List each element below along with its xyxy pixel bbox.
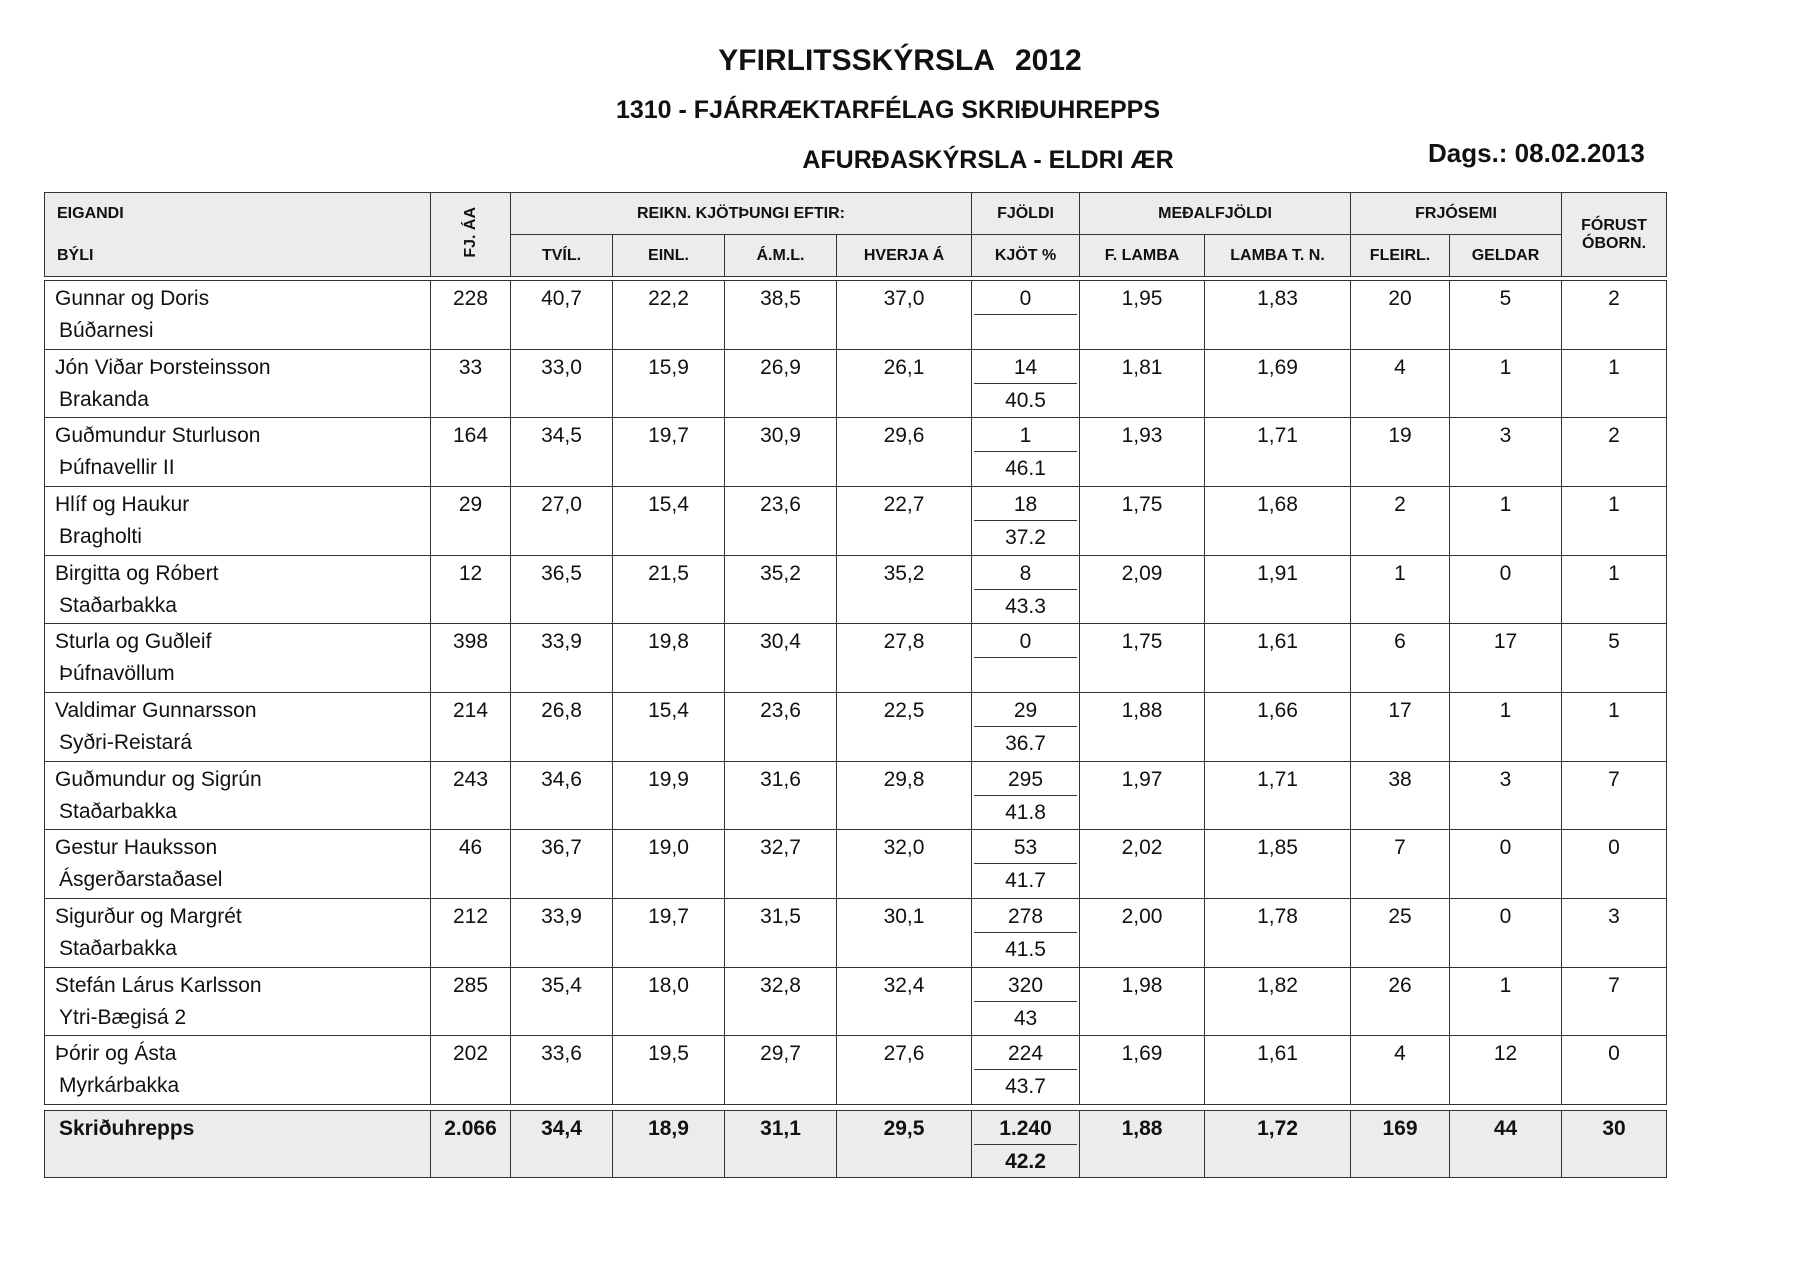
report-title-text: YFIRLITSSKÝRSLA [718, 44, 995, 77]
cell-forust: 1 [1562, 486, 1667, 555]
farm-name: Staðarbakka [59, 799, 177, 823]
cell-einl: 22,2 [613, 281, 725, 350]
farm-name: Þúfnavellir II [59, 456, 175, 480]
cell-einl: 21,5 [613, 555, 725, 624]
header-owner-farm [45, 193, 431, 277]
cell-fj: 164 [431, 418, 511, 487]
cell-geldar: 1 [1450, 692, 1562, 761]
cell-aml: 23,6 [725, 692, 837, 761]
header-kjot: KJÖT % [972, 235, 1080, 277]
header-flamba: F. LAMBA [1080, 235, 1205, 277]
owner-name: Gestur Hauksson [55, 836, 218, 860]
cell-geldar: 12 [1450, 1036, 1562, 1105]
data-table [44, 280, 1667, 1105]
cell-einl: 19,0 [613, 830, 725, 899]
cell-fleirl: 4 [1351, 1036, 1450, 1105]
cell-fleirl: 19 [1351, 418, 1450, 487]
cell-kjot: 43.7 [1005, 1075, 1046, 1099]
header-geldar: GELDAR [1450, 235, 1562, 277]
cell-aml: 30,9 [725, 418, 837, 487]
table-row [45, 349, 1667, 418]
farm-name: Staðarbakka [59, 593, 177, 617]
cell-forust: 1 [1562, 555, 1667, 624]
cell-flamba: 1,95 [1080, 281, 1205, 350]
table-row [45, 486, 1667, 555]
cell-lambatn: 1,66 [1205, 692, 1351, 761]
cell-fjoldi-kjot [972, 692, 1080, 761]
cell-flamba: 1,75 [1080, 624, 1205, 693]
cell-geldar: 0 [1450, 830, 1562, 899]
cell-tvil: 35,4 [511, 967, 613, 1036]
table-header [44, 192, 1667, 277]
cell-lambatn: 1,85 [1205, 830, 1351, 899]
cell-fjoldi: 0 [974, 630, 1077, 658]
total-fleirl: 169 [1351, 1111, 1450, 1178]
cell-kjot: 46.1 [1005, 457, 1046, 481]
cell-hverja: 22,5 [837, 692, 972, 761]
cell-fleirl: 2 [1351, 486, 1450, 555]
header-oborn: ÓBORN. [1582, 234, 1647, 252]
cell-geldar: 5 [1450, 281, 1562, 350]
table-row [45, 555, 1667, 624]
total-flamba: 1,88 [1080, 1111, 1205, 1178]
cell-geldar: 3 [1450, 761, 1562, 830]
cell-fjoldi: 1 [974, 424, 1077, 452]
cell-forust: 1 [1562, 349, 1667, 418]
cell-flamba: 2,02 [1080, 830, 1205, 899]
cell-fj: 46 [431, 830, 511, 899]
owner-cell [45, 967, 431, 1036]
cell-fjoldi-kjot [972, 418, 1080, 487]
cell-fjoldi: 8 [974, 562, 1077, 590]
cell-hverja: 29,6 [837, 418, 972, 487]
cell-aml: 32,8 [725, 967, 837, 1036]
cell-fj: 33 [431, 349, 511, 418]
table-row [45, 281, 1667, 350]
cell-flamba: 1,97 [1080, 761, 1205, 830]
cell-kjot: 41.5 [1005, 937, 1046, 961]
cell-fjoldi: 53 [974, 836, 1077, 864]
cell-hverja: 27,8 [837, 624, 972, 693]
cell-fjoldi-kjot [972, 761, 1080, 830]
cell-einl: 15,4 [613, 486, 725, 555]
cell-fjoldi: 29 [974, 699, 1077, 727]
cell-kjot: 37.2 [1005, 525, 1046, 549]
cell-fjoldi: 295 [974, 768, 1077, 796]
cell-aml: 29,7 [725, 1036, 837, 1105]
owner-name: Hlíf og Haukur [55, 492, 190, 516]
cell-kjot [972, 658, 1079, 688]
cell-einl: 15,4 [613, 692, 725, 761]
cell-tvil: 34,6 [511, 761, 613, 830]
cell-tvil: 40,7 [511, 281, 613, 350]
cell-kjot: 40.5 [1005, 388, 1046, 412]
cell-fj: 214 [431, 692, 511, 761]
total-tvil: 34,4 [511, 1111, 613, 1178]
farm-name: Bragholti [59, 524, 142, 548]
cell-hverja: 32,0 [837, 830, 972, 899]
cell-fjoldi: 320 [974, 974, 1077, 1002]
owner-name: Sturla og Guðleif [55, 630, 212, 654]
cell-fj: 202 [431, 1036, 511, 1105]
cell-geldar: 0 [1450, 898, 1562, 967]
cell-fjoldi-kjot [972, 624, 1080, 693]
owner-cell [45, 692, 431, 761]
cell-flamba: 1,93 [1080, 418, 1205, 487]
table-row [45, 830, 1667, 899]
cell-fjoldi: 0 [974, 287, 1077, 315]
owner-name: Þórir og Ásta [55, 1042, 177, 1066]
header-fj-aa: FJ. ÁA [461, 206, 479, 258]
cell-geldar: 1 [1450, 486, 1562, 555]
cell-fjoldi: 224 [974, 1042, 1077, 1070]
cell-hverja: 27,6 [837, 1036, 972, 1105]
cell-fleirl: 4 [1351, 349, 1450, 418]
header-forust-oborn [1562, 193, 1667, 277]
owner-name: Valdimar Gunnarsson [55, 698, 257, 722]
cell-einl: 19,7 [613, 418, 725, 487]
table-row [45, 761, 1667, 830]
cell-fleirl: 20 [1351, 281, 1450, 350]
header-aml: Á.M.L. [725, 235, 837, 277]
cell-fleirl: 17 [1351, 692, 1450, 761]
cell-einl: 19,9 [613, 761, 725, 830]
cell-lambatn: 1,69 [1205, 349, 1351, 418]
cell-fleirl: 25 [1351, 898, 1450, 967]
owner-name: Sigurður og Margrét [55, 904, 242, 928]
owner-name: Birgitta og Róbert [55, 561, 219, 585]
cell-flamba: 2,09 [1080, 555, 1205, 624]
report-subtitle: 1310 - FJÁRRÆKTARFÉLAG SKRIÐUHREPPS [615, 96, 1161, 124]
cell-lambatn: 1,83 [1205, 281, 1351, 350]
owner-cell [45, 624, 431, 693]
cell-fleirl: 1 [1351, 555, 1450, 624]
total-fj: 2.066 [431, 1111, 511, 1178]
owner-cell [45, 1036, 431, 1105]
owner-name: Stefán Lárus Karlsson [55, 973, 262, 997]
owner-cell [45, 761, 431, 830]
owner-cell [45, 898, 431, 967]
cell-forust: 2 [1562, 281, 1667, 350]
farm-name: Myrkárbakka [59, 1074, 180, 1098]
farm-name: Búðarnesi [59, 319, 154, 342]
cell-lambatn: 1,61 [1205, 624, 1351, 693]
owner-cell [45, 418, 431, 487]
cell-hverja: 22,7 [837, 486, 972, 555]
owner-cell [45, 830, 431, 899]
owner-cell [45, 486, 431, 555]
header-lambatn: LAMBA T. N. [1205, 235, 1351, 277]
report-year: 2012 [1014, 44, 1082, 77]
cell-forust: 5 [1562, 624, 1667, 693]
cell-geldar: 17 [1450, 624, 1562, 693]
cell-forust: 0 [1562, 1036, 1667, 1105]
owner-cell [45, 281, 431, 350]
cell-lambatn: 1,61 [1205, 1036, 1351, 1105]
cell-tvil: 26,8 [511, 692, 613, 761]
cell-fj: 12 [431, 555, 511, 624]
header-forust: FÓRUST [1581, 216, 1647, 234]
farm-name: Þúfnavöllum [59, 662, 175, 686]
cell-fjoldi: 14 [974, 356, 1077, 384]
total-fjoldi: 1.240 [974, 1117, 1077, 1145]
cell-tvil: 27,0 [511, 486, 613, 555]
header-reikn: REIKN. KJÖTÞUNGI EFTIR: [511, 193, 972, 235]
cell-einl: 15,9 [613, 349, 725, 418]
cell-fjoldi-kjot [972, 555, 1080, 624]
farm-name: Brakanda [59, 387, 149, 411]
cell-fj: 243 [431, 761, 511, 830]
cell-kjot: 43.3 [1005, 594, 1046, 618]
cell-flamba: 1,98 [1080, 967, 1205, 1036]
owner-name: Jón Viðar Þorsteinsson [55, 355, 271, 379]
cell-fjoldi-kjot [972, 898, 1080, 967]
owner-name: Gunnar og Doris [55, 287, 210, 310]
cell-fjoldi-kjot [972, 281, 1080, 350]
cell-flamba: 1,69 [1080, 1036, 1205, 1105]
cell-hverja: 30,1 [837, 898, 972, 967]
cell-fleirl: 7 [1351, 830, 1450, 899]
cell-fj: 398 [431, 624, 511, 693]
cell-tvil: 33,9 [511, 898, 613, 967]
cell-aml: 35,2 [725, 555, 837, 624]
cell-flamba: 1,81 [1080, 349, 1205, 418]
total-owner: Skriðuhrepps [45, 1111, 431, 1178]
cell-hverja: 37,0 [837, 281, 972, 350]
cell-fleirl: 26 [1351, 967, 1450, 1036]
cell-einl: 19,7 [613, 898, 725, 967]
table-row [45, 692, 1667, 761]
cell-kjot: 41.8 [1005, 800, 1046, 824]
cell-aml: 32,7 [725, 830, 837, 899]
farm-name: Ásgerðarstaðasel [59, 868, 223, 892]
cell-fjoldi-kjot [972, 486, 1080, 555]
cell-tvil: 33,0 [511, 349, 613, 418]
cell-kjot: 41.7 [1005, 869, 1046, 893]
report-date: Dags.: 08.02.2013 [1428, 138, 1645, 168]
cell-kjot: 43 [1013, 1006, 1038, 1030]
cell-hverja: 26,1 [837, 349, 972, 418]
cell-fjoldi-kjot [972, 349, 1080, 418]
cell-aml: 31,5 [725, 898, 837, 967]
cell-fleirl: 38 [1351, 761, 1450, 830]
total-aml: 31,1 [725, 1111, 837, 1178]
cell-aml: 26,9 [725, 349, 837, 418]
cell-lambatn: 1,68 [1205, 486, 1351, 555]
cell-geldar: 3 [1450, 418, 1562, 487]
header-medalfjoldi: MEÐALFJÖLDI [1080, 193, 1351, 235]
cell-fj: 212 [431, 898, 511, 967]
cell-tvil: 33,9 [511, 624, 613, 693]
cell-forust: 0 [1562, 830, 1667, 899]
cell-aml: 23,6 [725, 486, 837, 555]
header-byli: BÝLI [57, 246, 94, 264]
header-fj-aa-cell [431, 193, 511, 277]
table-row [45, 1036, 1667, 1105]
cell-hverja: 29,8 [837, 761, 972, 830]
total-row [45, 1111, 1667, 1178]
total-geldar: 44 [1450, 1111, 1562, 1178]
owner-cell [45, 349, 431, 418]
cell-geldar: 1 [1450, 967, 1562, 1036]
cell-einl: 18,0 [613, 967, 725, 1036]
table-row [45, 967, 1667, 1036]
cell-flamba: 2,00 [1080, 898, 1205, 967]
owner-name: Guðmundur og Sigrún [55, 767, 262, 791]
cell-fjoldi-kjot [972, 967, 1080, 1036]
cell-lambatn: 1,71 [1205, 761, 1351, 830]
cell-tvil: 36,7 [511, 830, 613, 899]
cell-fjoldi: 18 [974, 493, 1077, 521]
cell-lambatn: 1,91 [1205, 555, 1351, 624]
header-hverja: HVERJA Á [837, 235, 972, 277]
header-eigandi: EIGANDI [57, 204, 124, 222]
cell-flamba: 1,88 [1080, 692, 1205, 761]
table-row [45, 898, 1667, 967]
cell-hverja: 32,4 [837, 967, 972, 1036]
cell-aml: 30,4 [725, 624, 837, 693]
cell-forust: 1 [1562, 692, 1667, 761]
table-row [45, 624, 1667, 693]
header-fleirl: FLEIRL. [1351, 235, 1450, 277]
cell-einl: 19,8 [613, 624, 725, 693]
farm-name: Syðri-Reistará [59, 730, 193, 754]
header-frjosemi: FRJÓSEMI [1351, 193, 1562, 235]
cell-fjoldi: 278 [974, 905, 1077, 933]
header-tvil: TVÍL. [511, 235, 613, 277]
report-section: AFURÐASKÝRSLA - ELDRI ÆR [802, 146, 1174, 174]
owner-name: Guðmundur Sturluson [55, 424, 261, 448]
total-hverja: 29,5 [837, 1111, 972, 1178]
cell-fj: 228 [431, 281, 511, 350]
cell-forust: 3 [1562, 898, 1667, 967]
farm-name: Staðarbakka [59, 936, 177, 960]
cell-hverja: 35,2 [837, 555, 972, 624]
cell-tvil: 36,5 [511, 555, 613, 624]
cell-geldar: 1 [1450, 349, 1562, 418]
cell-lambatn: 1,82 [1205, 967, 1351, 1036]
cell-forust: 7 [1562, 967, 1667, 1036]
cell-fj: 285 [431, 967, 511, 1036]
cell-forust: 2 [1562, 418, 1667, 487]
total-einl: 18,9 [613, 1111, 725, 1178]
cell-geldar: 0 [1450, 555, 1562, 624]
cell-fleirl: 6 [1351, 624, 1450, 693]
cell-aml: 31,6 [725, 761, 837, 830]
total-kjot: 42.2 [1005, 1150, 1046, 1173]
farm-name: Ytri-Bægisá 2 [59, 1005, 187, 1029]
cell-lambatn: 1,78 [1205, 898, 1351, 967]
cell-flamba: 1,75 [1080, 486, 1205, 555]
header-einl: EINL. [613, 235, 725, 277]
cell-fj: 29 [431, 486, 511, 555]
cell-lambatn: 1,71 [1205, 418, 1351, 487]
total-forust: 30 [1562, 1111, 1667, 1178]
cell-kjot: 36.7 [1005, 731, 1046, 755]
total-fjoldi-kjot [972, 1111, 1080, 1178]
cell-fjoldi-kjot [972, 1036, 1080, 1105]
cell-kjot [972, 315, 1079, 345]
total-table [44, 1110, 1667, 1178]
report-title [0, 44, 1800, 78]
cell-tvil: 34,5 [511, 418, 613, 487]
owner-cell [45, 555, 431, 624]
cell-fjoldi-kjot [972, 830, 1080, 899]
cell-tvil: 33,6 [511, 1036, 613, 1105]
header-fjoldi: FJÖLDI [972, 193, 1080, 235]
cell-forust: 7 [1562, 761, 1667, 830]
cell-einl: 19,5 [613, 1036, 725, 1105]
cell-aml: 38,5 [725, 281, 837, 350]
table-row [45, 418, 1667, 487]
total-lambatn: 1,72 [1205, 1111, 1351, 1178]
